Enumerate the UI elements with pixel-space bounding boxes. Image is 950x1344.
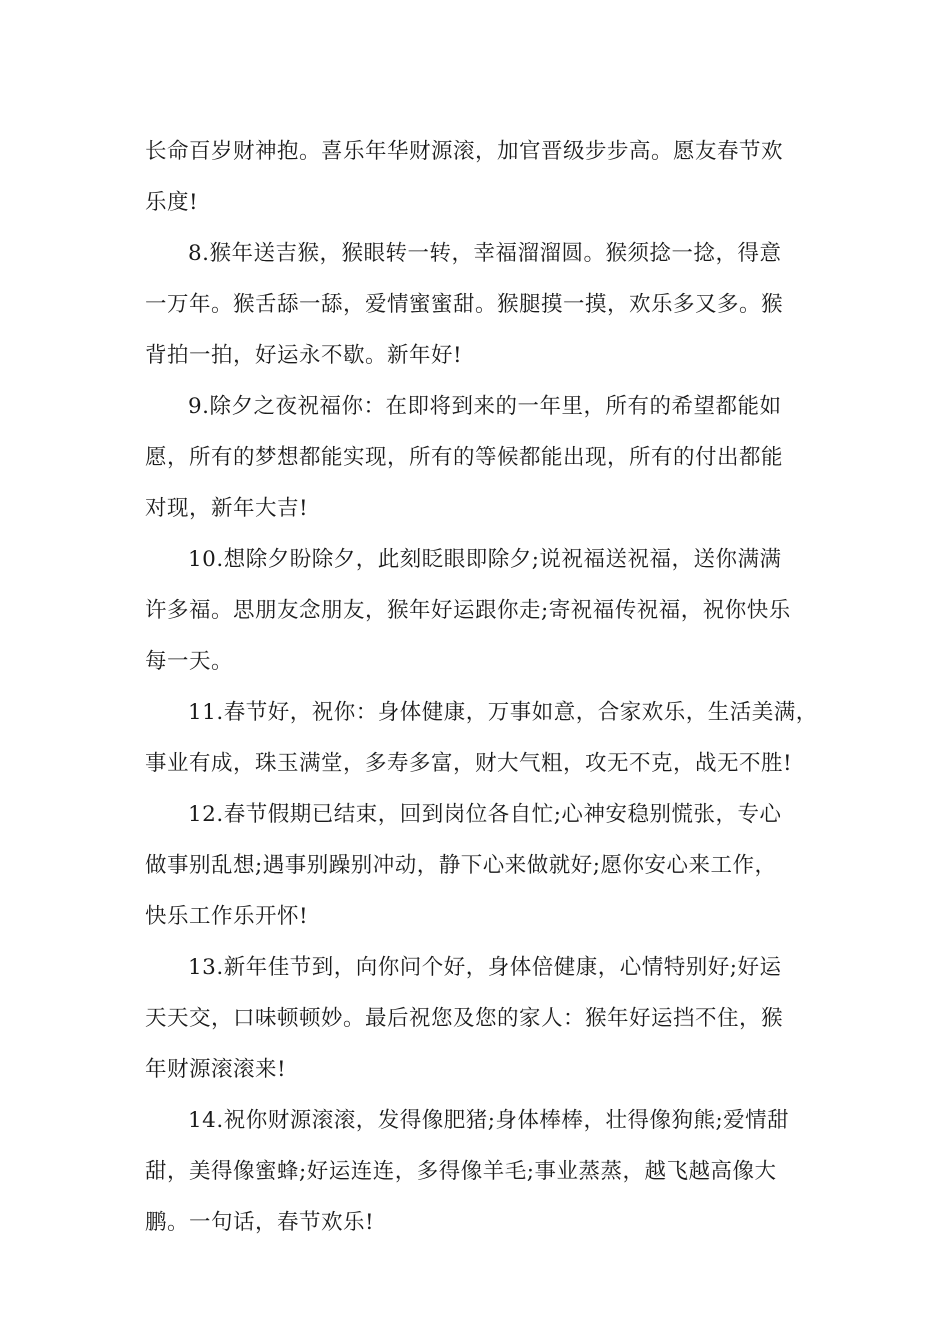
text-line: 愿，所有的梦想都能实现，所有的等候都能出现，所有的付出都能	[145, 445, 784, 470]
paragraph-wish-8	[145, 228, 825, 381]
paragraph-wish-14	[145, 1095, 825, 1248]
paragraph-wish-11	[145, 687, 825, 789]
text-line: 背拍一拍，好运永不歇。新年好!	[145, 343, 463, 368]
text-line: 做事别乱想;遇事别躁别冲动，静下心来做就好;愿你安心来工作，	[145, 853, 777, 878]
document-body	[145, 126, 825, 1248]
text-line: 鹏。一句话，春节欢乐!	[145, 1210, 375, 1235]
text-line: 许多福。思朋友念朋友，猴年好运跟你走;寄祝福传祝福，祝你快乐	[145, 598, 791, 623]
paragraph-wish-9	[145, 381, 825, 534]
text-line: 事业有成，珠玉满堂，多寿多富，财大气粗，攻无不克，战无不胜!	[145, 751, 793, 776]
text-line: 年财源滚滚来!	[145, 1057, 287, 1082]
text-line: 每一天。	[145, 649, 234, 674]
text-line: 12.春节假期已结束，回到岗位各自忙;心神安稳别慌张，专心	[188, 802, 782, 827]
text-line: 11.春节好，祝你：身体健康，万事如意，合家欢乐，生活美满，	[188, 700, 818, 725]
text-line: 长命百岁财神抱。喜乐年华财源滚，加官晋级步步高。愿友春节欢	[145, 139, 784, 164]
text-line: 甜，美得像蜜蜂;好运连连，多得像羊毛;事业蒸蒸，越飞越高像大	[145, 1159, 777, 1184]
text-line: 快乐工作乐开怀!	[145, 904, 309, 929]
paragraph-wish-13	[145, 942, 825, 1095]
text-line: 14.祝你财源滚滚，发得像肥猪;身体棒棒，壮得像狗熊;爱情甜	[188, 1108, 790, 1133]
text-line: 9.除夕之夜祝福你：在即将到来的一年里，所有的希望都能如	[188, 394, 782, 419]
paragraph-wish-12	[145, 789, 825, 942]
text-line: 乐度!	[145, 190, 199, 215]
text-line: 天天交，口味顿顿妙。最后祝您及您的家人：猴年好运挡不住，猴	[145, 1006, 784, 1031]
text-line: 8.猴年送吉猴，猴眼转一转，幸福溜溜圆。猴须捻一捻，得意	[188, 241, 782, 266]
text-line: 一万年。猴舌舔一舔，爱情蜜蜜甜。猴腿摸一摸，欢乐多又多。猴	[145, 292, 784, 317]
paragraph-continuation	[145, 126, 825, 228]
text-line: 10.想除夕盼除夕，此刻眨眼即除夕;说祝福送祝福，送你满满	[188, 547, 782, 572]
text-line: 对现，新年大吉!	[145, 496, 309, 521]
text-line: 13.新年佳节到，向你问个好，身体倍健康，心情特别好;好运	[188, 955, 782, 980]
paragraph-wish-10	[145, 534, 825, 687]
